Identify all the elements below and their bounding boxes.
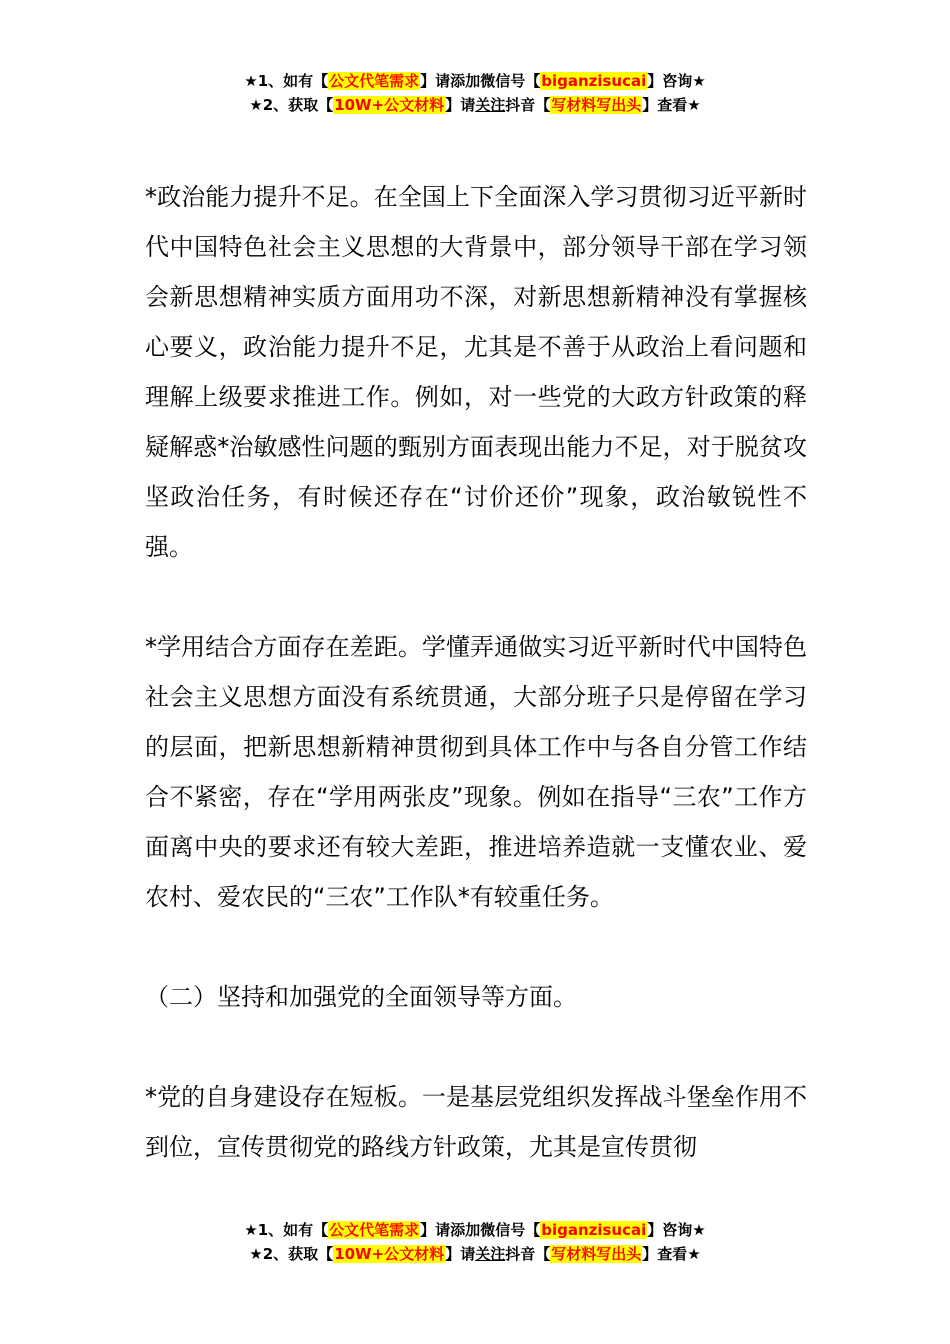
footer-line2-emphasis: 关注 — [475, 1245, 506, 1263]
footer-line2-suffix: 】查看★ — [642, 1245, 701, 1263]
footer-banner-line-1 — [0, 1218, 950, 1242]
header-line2-mid2: 抖音【 — [505, 96, 551, 114]
footer-banner-line-2 — [0, 1242, 950, 1266]
document-body — [145, 172, 807, 1172]
footer-line1-mid2: 微信号【 — [480, 1221, 541, 1239]
paragraph-party-building: *党的自身建设存在短板。一是基层党组织发挥战斗堡垒作用不到位，宣传贯彻党的路线方针政策，尤其是宣传贯彻 — [145, 1083, 807, 1161]
paragraph-study-application: *学用结合方面存在差距。学懂弄通做实习近平新时代中国特色社会主义思想方面没有系统贯通，大部分班子只是停留在学习的层面，把新思想新精神贯彻到具体工作中与各自分管工作结合不紧密，存在“学用两张皮”现象。例如在指导“三农”工作方面离中央的要求还有较大差距，推进培养造就一支懂农业、爱农村、爱农民的“三农”工作队*有较重任务。 — [145, 633, 807, 911]
header-line2-emphasis: 关注 — [475, 96, 506, 114]
footer-line1-emphasis: 加 — [465, 1221, 481, 1239]
footer-line2-mid2: 抖音【 — [505, 1245, 551, 1263]
footer-line1-suffix: 】咨询★ — [647, 1221, 706, 1239]
footer-line2-highlight-douyin: 写材料写出头 — [551, 1245, 642, 1263]
footer-line2-prefix: ★2、获取【 — [249, 1245, 334, 1263]
footer-line2-mid1: 】请 — [445, 1245, 476, 1263]
paragraph-spacer — [145, 922, 807, 972]
paragraph-spacer — [145, 572, 807, 622]
footer-line1-highlight-wechat: biganzisucai — [541, 1221, 647, 1239]
header-line1-highlight-service: 公文代笔需求 — [329, 72, 420, 90]
footer-line1-mid1: 】请添 — [420, 1221, 466, 1239]
footer-line1-prefix: ★1、如有【 — [244, 1221, 329, 1239]
footer-line2-highlight-materials: 10W+公文材料 — [334, 1245, 445, 1263]
paragraph-political-ability: *政治能力提升不足。在全国上下全面深入学习贯彻习近平新时代中国特色社会主义思想的大背景中，部分领导干部在学习领会新思想精神实质方面用功不深，对新思想新精神没有掌握核心要义，政治能力提升不足，尤其是不善于从政治上看问题和理解上级要求推进工作。例如，对一些党的大政方针政策的释疑解惑*治敏感性问题的甄别方面表现出能力不足，对于脱贫攻坚政治任务，有时候还存在“讨价还价”现象，政治敏锐性不强。 — [145, 183, 807, 561]
header-line2-prefix: ★2、获取【 — [249, 96, 334, 114]
header-banner-line-1 — [0, 69, 950, 93]
header-banner — [0, 69, 950, 117]
footer-line1-highlight-service: 公文代笔需求 — [329, 1221, 420, 1239]
header-line1-mid2: 微信号【 — [480, 72, 541, 90]
header-banner-line-2 — [0, 93, 950, 117]
footer-banner — [0, 1218, 950, 1266]
header-line1-highlight-wechat: biganzisucai — [541, 72, 647, 90]
header-line2-highlight-douyin: 写材料写出头 — [551, 96, 642, 114]
header-line2-mid1: 】请 — [445, 96, 476, 114]
header-line1-mid1: 】请添 — [420, 72, 466, 90]
section-heading-party-leadership: （二）坚持和加强党的全面领导等方面。 — [145, 983, 577, 1011]
header-line1-prefix: ★1、如有【 — [244, 72, 329, 90]
header-line1-emphasis: 加 — [465, 72, 481, 90]
header-line2-highlight-materials: 10W+公文材料 — [334, 96, 445, 114]
header-line1-suffix: 】咨询★ — [647, 72, 706, 90]
header-line2-suffix: 】查看★ — [642, 96, 701, 114]
paragraph-spacer — [145, 1022, 807, 1072]
